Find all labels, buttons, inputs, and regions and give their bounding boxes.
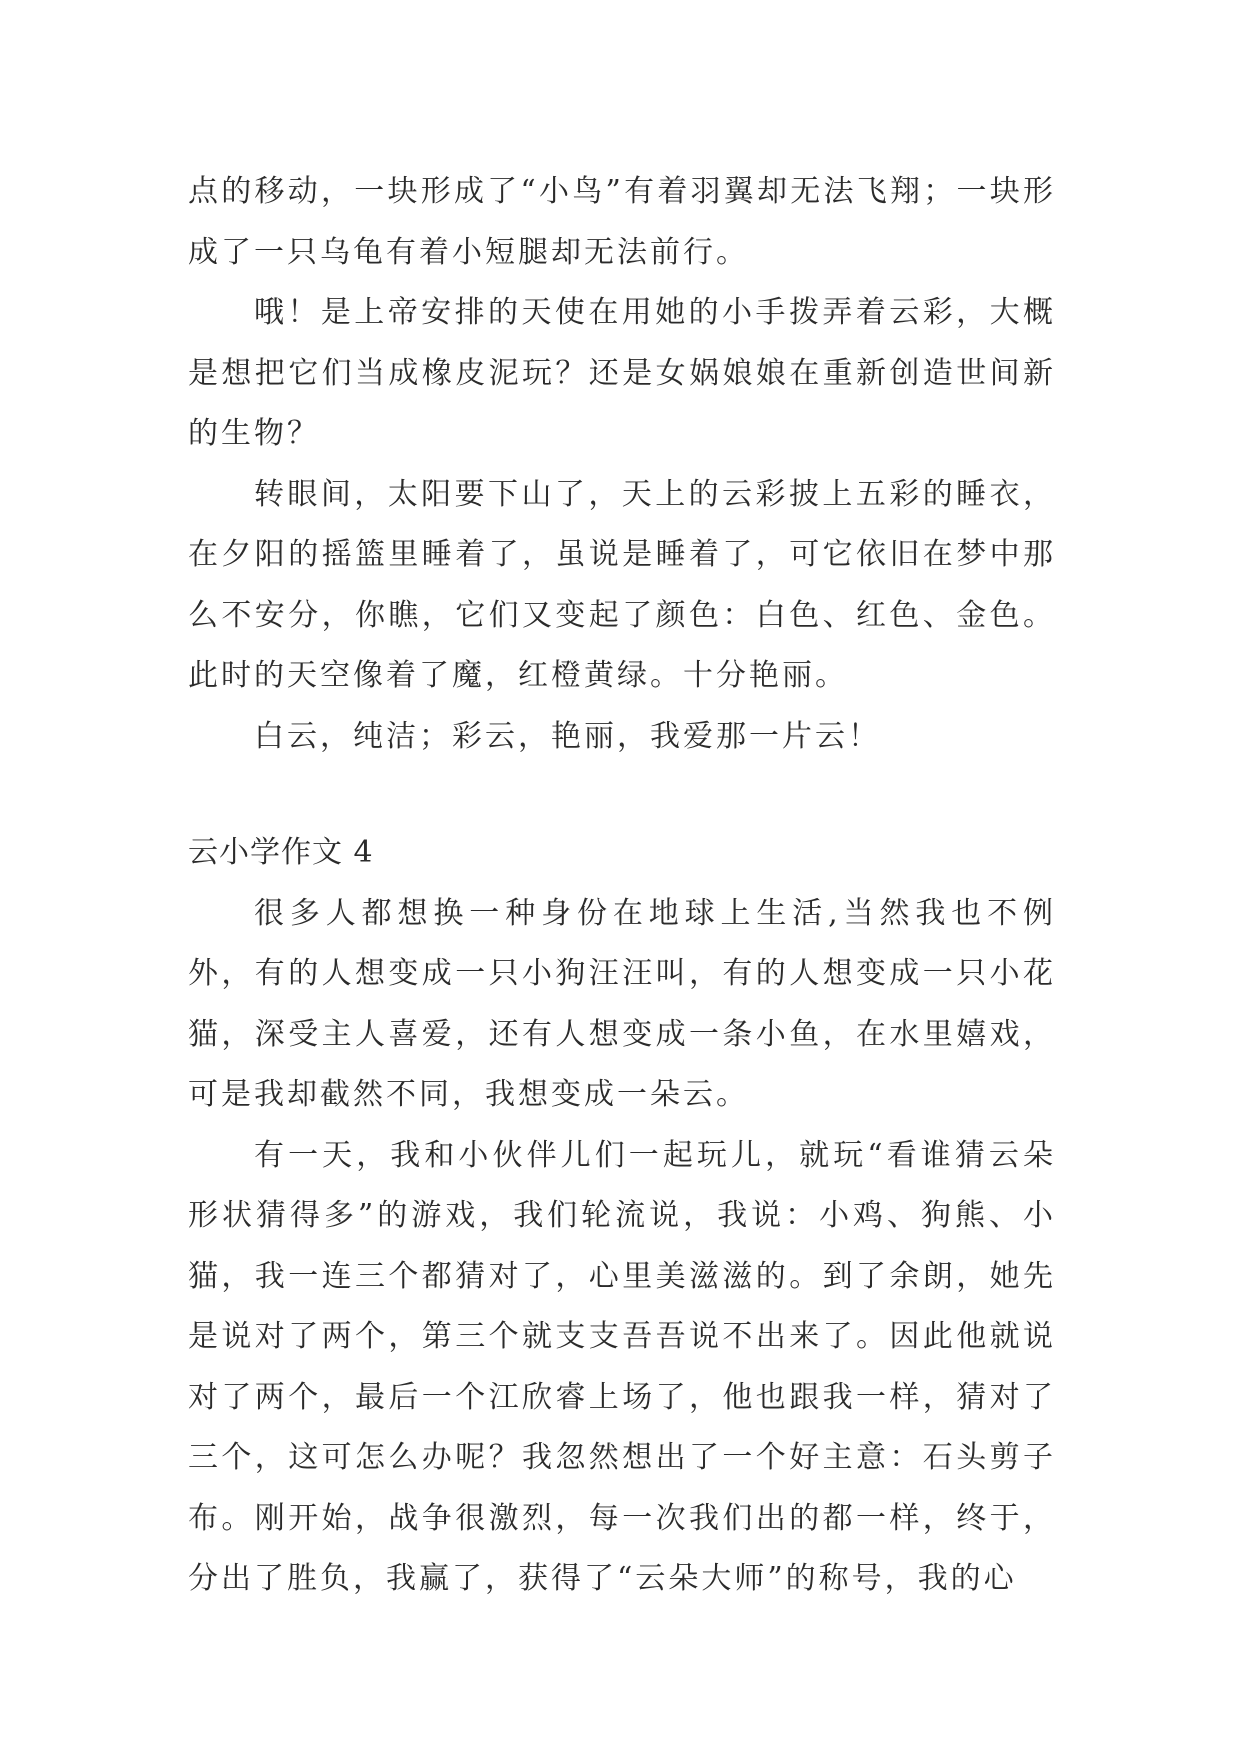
paragraph-continuation: 点的移动，一块形成了“小鸟”有着羽翼却无法飞翔；一块形成了一只乌龟有着小短腿却无法前行。 [188,174,1056,270]
paragraph: 哦！是上帝安排的天使在用她的小手拨弄着云彩，大概是想把它们当成橡皮泥玩？还是女娲娘娘在重新创造世间新的生物？ [188,295,1056,451]
document-body [188,162,1056,1610]
paragraph: 白云，纯洁；彩云，艳丽，我爱那一片云！ [254,718,881,754]
paragraph: 转眼间，太阳要下山了，天上的云彩披上五彩的睡衣，在夕阳的摇篮里睡着了，虽说是睡着了，可它依旧在梦中那么不安分，你瞧，它们又变起了颜色：白色、红色、金色。此时的天空像着了魔，红橙黄绿。十分艳丽。 [188,476,1056,693]
paragraph: 有一天，我和小伙伴儿们一起玩儿，就玩“看谁猜云朵形状猜得多”的游戏，我们轮流说，我说：小鸡、狗熊、小猫，我一连三个都猜对了，心里美滋滋的。到了余朗，她先是说对了两个，第三个就支支吾吾说不出来了。因此他就说对了两个，最后一个江欣睿上场了，他也跟我一样，猜对了三个，这可怎么办呢？我忽然想出了一个好主意：石头剪子布。刚开始，战争很激烈，每一次我们出的都一样，终于，分出了胜负，我赢了，获得了“云朵大师”的称号，我的心 [188,1137,1056,1596]
section-title: 云小学作文 4 [188,835,374,870]
paragraph: 很多人都想换一种身份在地球上生活,当然我也不例外，有的人想变成一只小狗汪汪叫，有的人想变成一只小花猫，深受主人喜爱，还有人想变成一条小鱼，在水里嬉戏，可是我却截然不同，我想变成一朵云。 [188,895,1056,1112]
